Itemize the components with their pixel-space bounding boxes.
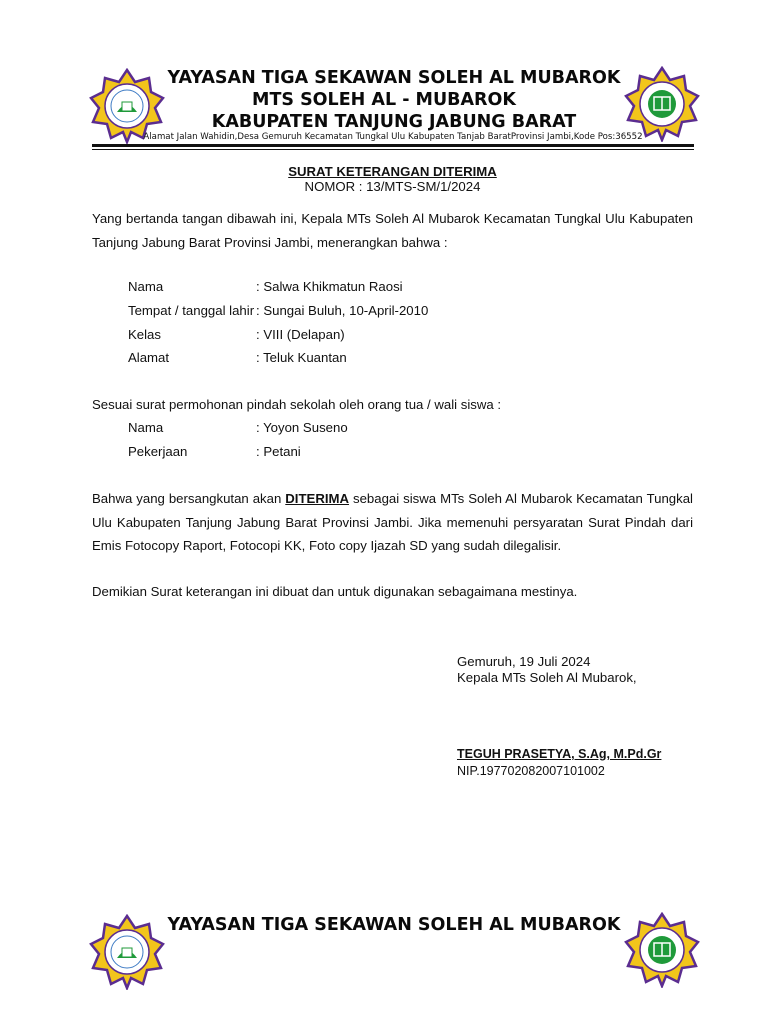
- letter-number: NOMOR : 13/MTS-SM/1/2024: [304, 179, 481, 194]
- signature-place-date: Gemuruh, 19 Juli 2024: [457, 654, 591, 669]
- field-value: : Yoyon Suseno: [256, 420, 348, 435]
- parent-name-row: [128, 420, 348, 435]
- parent-intro: Sesuai surat permohonan pindah sekolah oleh orang tua / wali siswa :: [92, 397, 502, 412]
- field-label: Kelas: [128, 327, 161, 342]
- school-address: Alamat Jalan Wahidin,Desa Gemuruh Kecamatan Tungkal Ulu Kabupaten Tanjab BaratProvinsi Jambi,Kode Pos:36552: [143, 132, 643, 142]
- field-label: Nama: [128, 279, 164, 294]
- field-label: Nama: [128, 420, 164, 435]
- student-class-row: [128, 327, 345, 342]
- field-value: : Petani: [256, 444, 301, 459]
- acceptance-status: DITERIMA: [285, 491, 350, 506]
- footer-foundation-name: YAYASAN TIGA SEKAWAN SOLEH AL MUBAROK: [167, 915, 621, 935]
- field-label: Alamat: [128, 350, 170, 365]
- field-label: Tempat / tanggal lahir: [128, 303, 255, 318]
- acceptance-text-post: sebagai siswa MTs Soleh Al Mubarok Kecamatan Tungkal Ulu Kabupaten Tanjung Jabung Barat Provinsi Jambi. Jika memenuhi persyaratan Surat Pindah dari Emis Fotocopy Raport, Fotocopi KK, Foto copy Ijazah SD yang sudah dilegalisir.: [92, 491, 693, 553]
- intro-paragraph: Yang bertanda tangan dibawah ini, Kepala MTs Soleh Al Mubarok Kecamatan Tungkal Ulu Kabupaten Tanjung Jabung Barat Provinsi Jambi, menerangkan bahwa :: [92, 211, 693, 250]
- student-birth-row: [128, 303, 428, 318]
- header-divider-thin: [92, 149, 694, 150]
- parent-job-row: [128, 444, 301, 459]
- field-value: : Teluk Kuantan: [256, 350, 347, 365]
- field-label: Pekerjaan: [128, 444, 188, 459]
- foundation-name: YAYASAN TIGA SEKAWAN SOLEH AL MUBAROK: [167, 68, 621, 88]
- field-value: : Salwa Khikmatun Raosi: [256, 279, 403, 294]
- signatory-name: TEGUH PRASETYA, S.Ag, M.Pd.Gr: [457, 747, 662, 761]
- field-value: : Sungai Buluh, 10-April-2010: [256, 303, 429, 318]
- student-name-row: [128, 279, 403, 294]
- signatory-nip: NIP.197702082007101002: [457, 764, 605, 778]
- acceptance-paragraph: [92, 487, 693, 558]
- school-name: MTS SOLEH AL - MUBAROK: [252, 90, 516, 110]
- signature-position: Kepala MTs Soleh Al Mubarok,: [457, 670, 637, 685]
- regency-name: KABUPATEN TANJUNG JABUNG BARAT: [211, 112, 577, 132]
- closing-sentence: Demikian Surat keterangan ini dibuat dan untuk digunakan sebagaimana mestinya.: [92, 584, 578, 599]
- student-address-row: [128, 350, 347, 365]
- header-divider-thick: [92, 144, 694, 147]
- acceptance-text-pre: Bahwa yang bersangkutan akan: [92, 491, 286, 506]
- field-value: : VIII (Delapan): [256, 327, 345, 342]
- letter-title: SURAT KETERANGAN DITERIMA: [288, 164, 497, 179]
